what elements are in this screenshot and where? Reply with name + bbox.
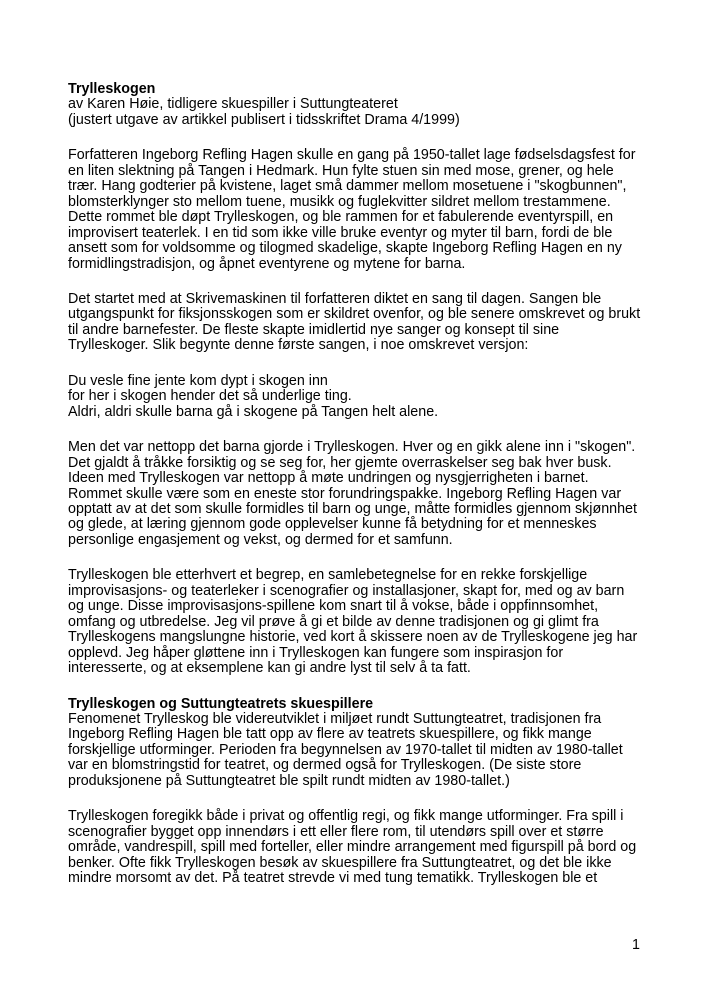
document-title: Trylleskogen bbox=[68, 81, 156, 97]
document-byline: av Karen Høie, tidligere skuespiller i Suttungteateret bbox=[68, 96, 398, 113]
paragraph-regi: Trylleskogen foregikk både i privat og offentlig regi, og fikk mange utforminger. Fra spill i scenografier bygget opp innendørs i ett eller flere rom, til utendørs spill over et større område, vandrespill, spill med forteller, eller mindre arrangement med figurspill på bord og benker. Ofte fikk Trylleskogen besøk av skuespillere fra Suttungteatret, og det ble ikke mindre morsomt av det. På teatret strevde vi med tung tematikk. Trylleskogen ble et bbox=[68, 808, 637, 887]
document-note: (justert utgave av artikkel publisert i tidsskriftet Drama 4/1999) bbox=[68, 111, 460, 128]
section-heading-suttungteatret: Trylleskogen og Suttungteatrets skuespillere bbox=[68, 695, 374, 712]
document-header bbox=[68, 82, 642, 128]
verse-line-3: Aldri, aldri skulle barna gå i skogene på Tangen helt alene. bbox=[68, 403, 439, 420]
verse-line-1: Du vesle fine jente kom dypt i skogen inn bbox=[68, 372, 328, 389]
verse-block bbox=[68, 374, 642, 420]
page-number: 1 bbox=[632, 937, 640, 953]
paragraph-intro: Forfatteren Ingeborg Refling Hagen skulle en gang på 1950-tallet lage fødselsdagsfest for en liten slektning på Tangen i Hedmark. Hun fylte stuen sin med mose, grener, og hele trær. Hang godterier på kvistene, laget små dammer mellom mosetuene i "skogbunnen", blomsterklynger sto mellom tuene, musikk og fuglekvitter sildret mellom trestammene. Dette rommet ble døpt Trylleskogen, og ble rammen for et fabulerende eventyrspill, en improvisert teaterlek. I en tid som ikke ville bruke eventyr og myter til barn, fordi de ble ansett som for voldsomme og tilogmed skadelige, skapte Ingeborg Refling Hagen en ny formidlingstradisjon, og åpnet eventyrene og mytene for barna. bbox=[68, 147, 636, 272]
document-content bbox=[68, 82, 642, 906]
verse-line-2: for her i skogen hender det så underlige ting. bbox=[68, 388, 352, 405]
paragraph-begrep: Trylleskogen ble etterhvert et begrep, en samlebetegnelse for en rekke forskjellige improvisasjons- og teaterleker i scenografier og installasjoner, skapt for, med og av barn og unge. Disse improvisasjons-spillene kom snart til å vokse, både i oppfinnsomhet, omfang og utbredelse. Jeg vil prøve å gi et bilde av denne tradisjonen og gi glimt fra Trylleskogens mangslungne historie, ved kort å skissere noen av de Trylleskogene jeg har opplevd. Jeg håper gløttene inn i Trylleskogen kan fungere som inspirasjon for interesserte, og at eksemplene kan gi andre lyst til selv å ta fatt. bbox=[68, 567, 638, 677]
paragraph-song-origin: Det startet med at Skrivemaskinen til forfatteren diktet en sang til dagen. Sangen ble utgangspunkt for fiksjonsskogen som er skildret ovenfor, og ble senere omskrevet og brukt til andre barnefester. De fleste skapte imidlertid nye sanger og konsept til sine Trylleskoger. Slik begynte denne første sangen, i noe omskrevet versjon: bbox=[68, 290, 641, 354]
paragraph-barna-i-skogen: Men det var nettopp det barna gjorde i Trylleskogen. Hver og en gikk alene inn i "skogen". Det gjaldt å tråkke forsiktig og se seg for, her gjemte overraskelser seg bak hver busk. Ideen med Trylleskogen var nettopp å møte undringen og nysgjerrigheten i barnet. Rommet skulle være som en eneste stor forundringspakke. Ingeborg Refling Hagen var opptatt av at det som skulle formidles til barn og unge, måtte formidles gjennom skjønnhet og glede, at læring gjennom gode opplevelser kunne få betydning for et menneskes personlige engasjement og vekst, og dermed for et samfunn. bbox=[68, 439, 637, 548]
paragraph-fenomenet: Fenomenet Trylleskog ble videreutviklet i miljøet rundt Suttungteatret, tradisjonen fra Ingeborg Refling Hagen ble tatt opp av flere av teatrets skuespillere, og fikk mange forskjellige utforminger. Perioden fra begynnelsen av 1970-tallet til midten av 1980-tallet var en blomstringstid for teatret, og dermed også for Trylleskogen. (De siste store produksjonene på Suttungteatret ble spilt rundt midten av 1980-tallet.) bbox=[68, 710, 623, 789]
